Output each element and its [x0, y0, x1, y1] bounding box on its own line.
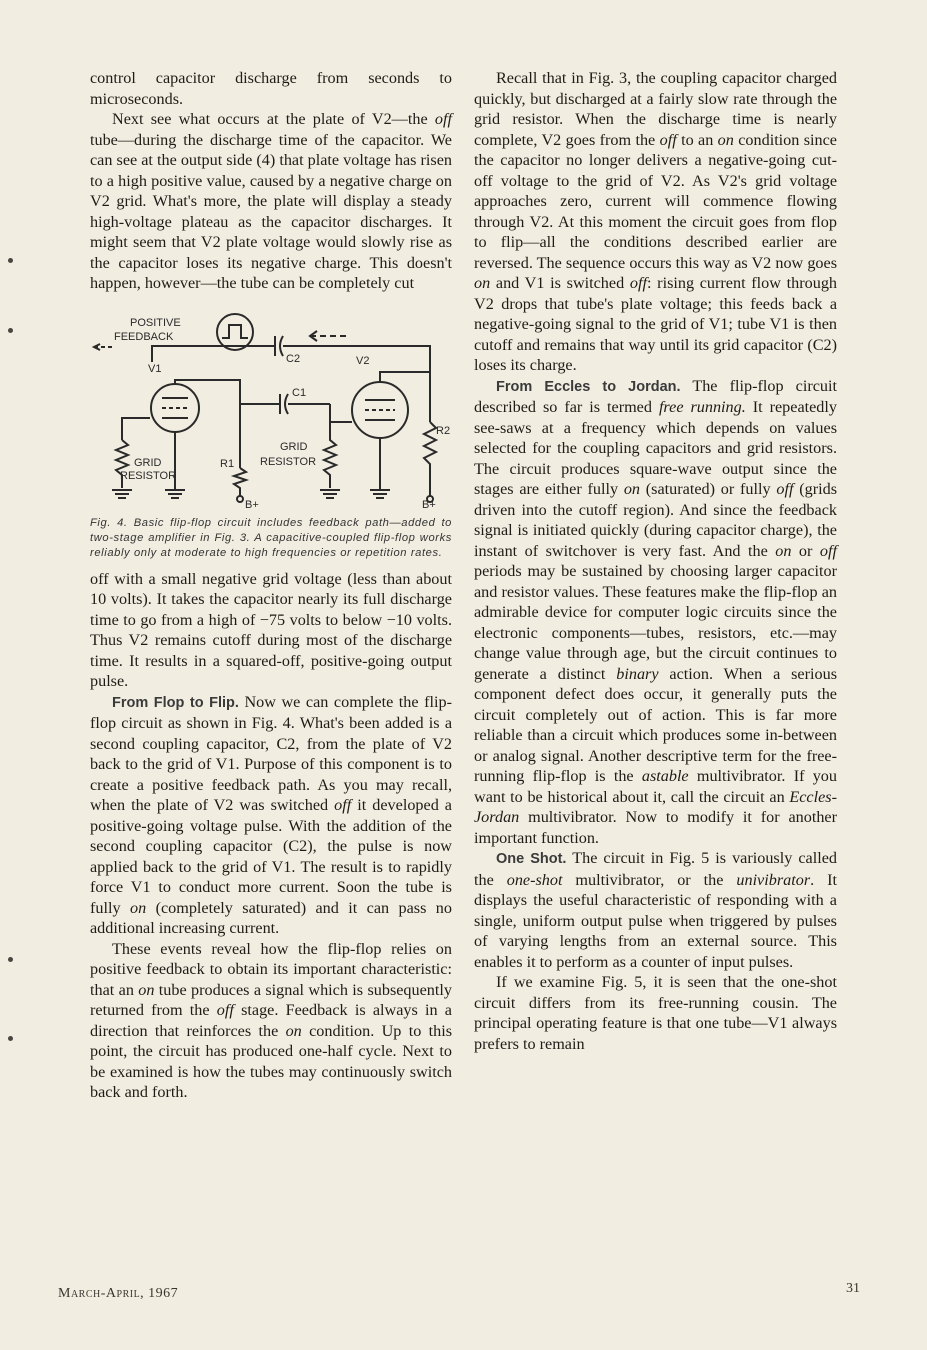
right-column [474, 68, 837, 1054]
label-r1: R1 [220, 457, 235, 470]
label-bplus-1: B+ [245, 498, 259, 510]
circuit-figure [90, 310, 452, 561]
flip-flop-schematic [90, 310, 452, 510]
label-v2: V2 [356, 354, 370, 367]
scan-mark [8, 957, 13, 962]
paragraph: From Eccles to Jordan. The flip-flop circuit described so far is termed free running. It repeatedly see-saws at a frequency which depends on values selected for the coupling capacitors and grid resistors. The circuit produces square-wave output since the stages are either fully on (saturated) or fully off (grids driven into the cutoff region). And since the feedback signal is initiated quickly (during capacitor charge), the instant of switchover is very fast. And the on or off periods may be sustained by choosing larger capacitor and resistor values. These features make the flip-flop an admirable device for computer logic circuits since the electronic components—tubes, resistors, etc.—may change value through age, but the circuit continues to generate a distinct binary action. When a serious component defect does occur, it generally puts the circuit completely out of action. This is far more reliable than a circuit which produces some in-between or analog signal. Another descriptive term for the free-running flip-flop is the astable multivibrator. If you want to be historical about it, call the circuit an Eccles-Jordan multivibrator. Now to modify it for another important function. [474, 376, 838, 847]
issue-date: March-April, 1967 [58, 1286, 179, 1301]
label-resistor-left: RESISTOR [120, 469, 177, 482]
label-feedback: FEEDBACK [114, 330, 174, 343]
paragraph: These events reveal how the flip-flop relies on positive feedback to obtain its important characteristic: that an on tube produces a signal which is subsequently returned from the off stage. Feedback is always in a direction that reinforces the on condition. Up to this point, the circuit has produced one-half cycle. Next to be examined is how the tubes may continuously switch back and forth. [90, 939, 452, 1101]
paragraph: From Flop to Flip. Now we can complete the flip-flop circuit as shown in Fig. 4. What's been added is a second coupling capacitor, C2, from the plate of V2 back to the grid of V1. Purpose of this component is to create a positive feedback path. As you may recall, when the plate of V2 was switched off it developed a positive-going voltage pulse. With the addition of the second coupling capacitor (C2), the pulse is now applied back to the grid of V1. The result is to rapidly force V1 to conduct more current. Soon the tube is fully on (completely saturated) and it can pass no additional increasing current. [90, 692, 452, 937]
paragraph: control capacitor discharge from seconds to microseconds. [90, 69, 452, 108]
scan-mark [8, 258, 13, 263]
section-heading: From Eccles to Jordan. [496, 378, 681, 395]
paragraph: If we examine Fig. 5, it is seen that the one-shot circuit differs from its free-running cousin. The principal operating feature is that one tube—V1 always prefers to remain [474, 973, 837, 1053]
label-bplus-2: B+ [422, 498, 436, 510]
section-heading: From Flop to Flip. [112, 694, 239, 711]
label-r2: R2 [436, 424, 451, 437]
left-column [90, 68, 452, 1103]
paragraph: Recall that in Fig. 3, the coupling capacitor charged quickly, but discharged at a fairly slow rate through the grid resistor. When the discharge time is nearly complete, V2 goes from the off to an on condition since the capacitor no longer delivers a negative-going cut-off voltage to the grid of V2. As V2's grid voltage approaches zero, current will commence flowing through V2. At this moment the circuit goes from flop to flip—all the conditions described earlier are reversed. The sequence occurs this way as V2 now goes on and V1 is switched off: rising current flow through V2 drops that tube's plate voltage; this feeds back a negative-going signal to the grid of V1; tube V1 is then cutoff and remains that way until its grid capacitor (C2) loses its charge. [474, 69, 838, 374]
scan-mark [8, 1036, 13, 1041]
scan-mark [8, 328, 13, 333]
page-number: 31 [846, 1281, 860, 1296]
label-c1: C1 [292, 386, 307, 399]
paragraph: off with a small negative grid voltage (less than about 10 volts). It takes the capacitor nearly its full discharge time to go from a high of −75 volts to below −10 volts. Thus V2 remains cutoff during most of the discharge time. It results in a squared-off, positive-going output pulse. [90, 569, 452, 690]
paragraph: Next see what occurs at the plate of V2—the off tube—during the discharge time of the capacitor. We can see at the output side (4) that plate voltage has risen to a high positive value, caused by a negative charge on V2 grid. What's more, the plate will display a steady high-voltage plateau as the capacitor discharges. It might seem that V2 plate voltage would slowly rise as the capacitor loses its negative charge. This doesn't happen, however—the tube can be completely cut [90, 110, 452, 292]
label-grid-left: GRID [134, 456, 162, 469]
label-c2: C2 [286, 352, 301, 365]
label-v1: V1 [148, 362, 162, 375]
label-positive: POSITIVE [130, 316, 181, 329]
label-resistor-mid: RESISTOR [260, 455, 317, 468]
section-heading: One Shot. [496, 851, 567, 867]
paragraph: One Shot. The circuit in Fig. 5 is variously called the one-shot multivibrator, or the univibrator. It displays the useful characteristic of responding with a single, uniform output pulse when triggered by pulses of varying lengths from an external source. This enables it to perform as a counter of input pulses. [474, 849, 838, 971]
label-grid-mid: GRID [280, 440, 308, 453]
figure-caption: Fig. 4. Basic flip-flop circuit includes feedback path—added to two-stage amplifier in Fig. 3. A capacitive-coupled flip-flop works reliably only at moderate to high frequencies or repetition rates. [90, 516, 452, 559]
